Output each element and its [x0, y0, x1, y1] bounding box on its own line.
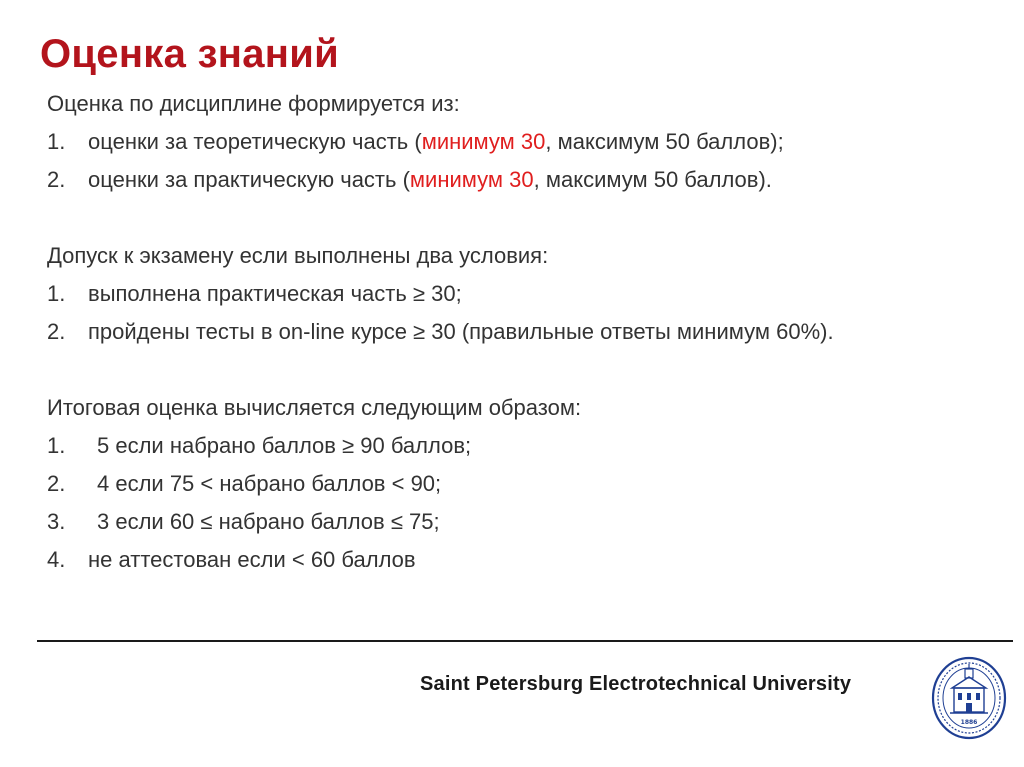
spacer [47, 351, 987, 389]
list-item-text: оценки за практическую часть ( [88, 167, 410, 192]
minimum-highlight: минимум 30 [421, 129, 546, 154]
list-item-number: 4. [47, 547, 66, 572]
logo-year: 1886 [960, 719, 978, 726]
list-item [47, 161, 987, 199]
grade-composition-section [47, 85, 987, 199]
list-item [47, 313, 987, 351]
spacer [47, 199, 987, 237]
list-item [47, 541, 987, 579]
list-item-text: 4 если 75 < набрано баллов < 90; [97, 471, 442, 496]
university-name: Saint Petersburg Electrotechnical University [420, 673, 852, 695]
list-item-number: 1. [47, 129, 66, 154]
slide-title: Оценка знаний [40, 32, 340, 76]
list-item [47, 275, 987, 313]
final-grade-lead: Итоговая оценка вычисляется следующим образом: [47, 395, 582, 420]
grade-composition-lead: Оценка по дисциплине формируется из: [47, 91, 460, 116]
list-item [47, 123, 987, 161]
list-item-text: оценки за теоретическую часть ( [88, 129, 422, 154]
list-item-text: выполнена практическая часть ≥ 30; [88, 281, 462, 306]
exam-admission-lead: Допуск к экзамену если выполнены два условия: [47, 243, 549, 268]
list-item [47, 427, 987, 465]
list-item-number: 2. [47, 167, 66, 192]
list-item [47, 465, 987, 503]
exam-admission-section [47, 237, 987, 351]
list-item-number: 2. [47, 319, 66, 344]
final-grade-section [47, 389, 987, 579]
list-item-number: 1. [47, 281, 66, 306]
slide-body [47, 85, 987, 579]
list-item-text: , максимум 50 баллов). [533, 167, 772, 192]
list-item [47, 503, 987, 541]
footer-divider [37, 640, 1013, 642]
list-item-text: , максимум 50 баллов); [545, 129, 784, 154]
list-item-number: 3. [47, 509, 66, 534]
list-item-text: 5 если набрано баллов ≥ 90 баллов; [97, 433, 472, 458]
list-item-number: 2. [47, 471, 66, 496]
list-item-text: пройдены тесты в on-line курсе ≥ 30 (правильные ответы минимум 60%). [88, 319, 834, 344]
list-item-text: 3 если 60 ≤ набрано баллов ≤ 75; [97, 509, 440, 534]
list-item-text: не аттестован если < 60 баллов [88, 547, 416, 572]
university-seal-logo [930, 655, 1008, 741]
list-item-number: 1. [47, 433, 66, 458]
minimum-highlight: минимум 30 [409, 167, 534, 192]
